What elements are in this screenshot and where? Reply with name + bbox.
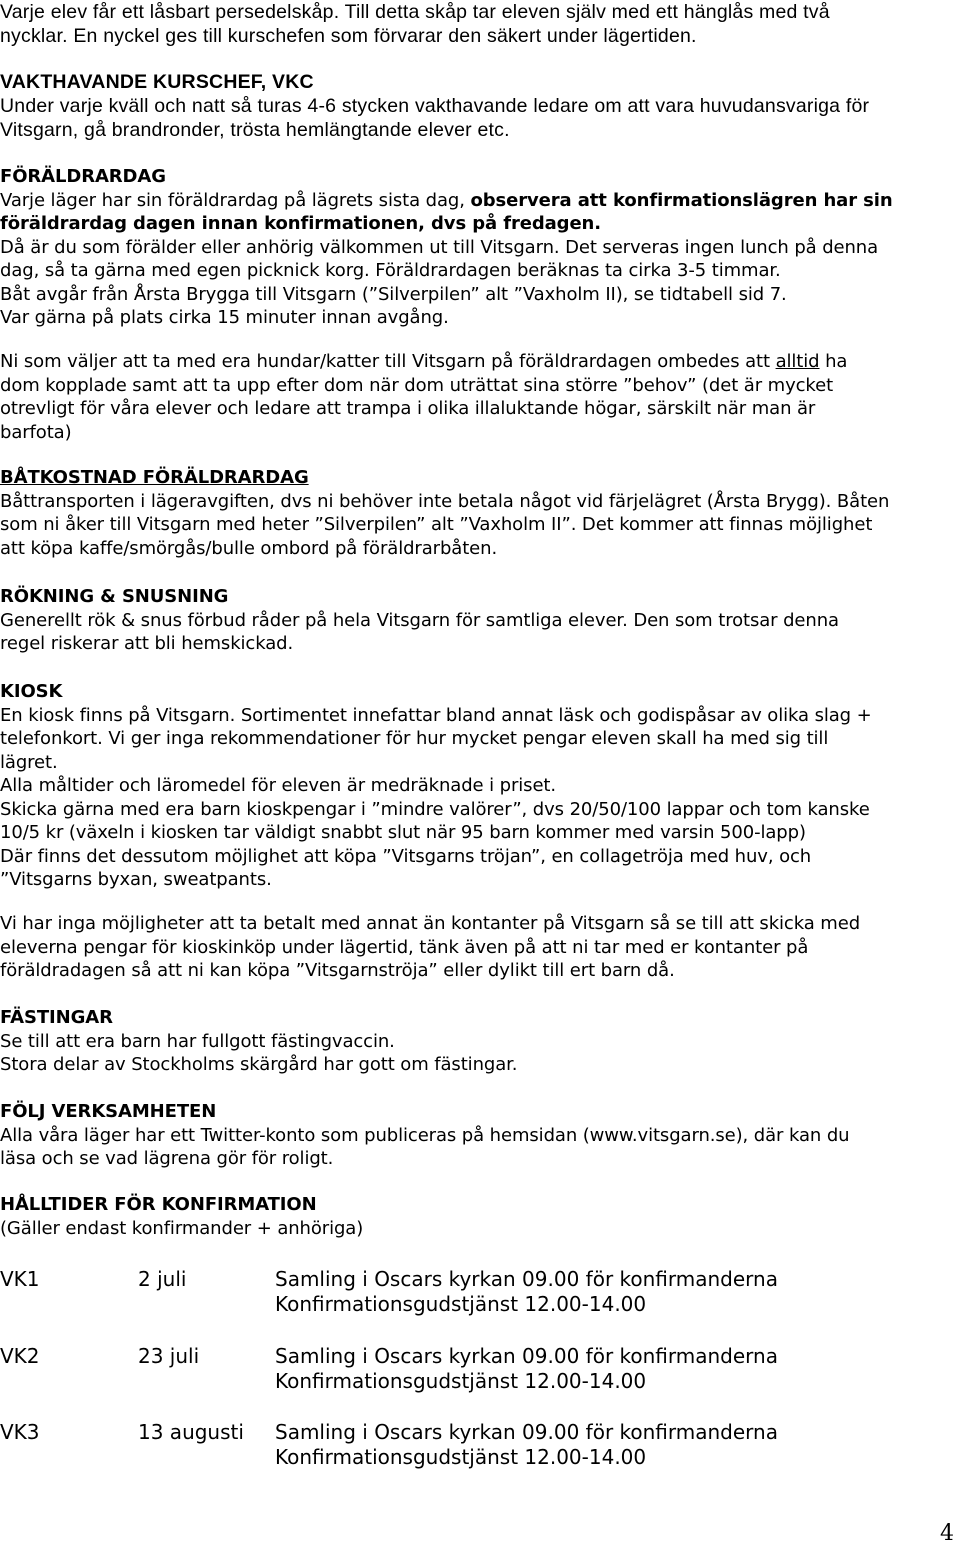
text-line: Vitsgarn, gå brandronder, trösta hemlängtande elever etc. bbox=[0, 119, 510, 141]
text-line: Alla våra läger har ett Twitter-konto som publiceras på hemsidan (www.vitsgarn.se), där kan du bbox=[0, 1124, 850, 1146]
text-line: att köpa kaffe/smörgås/bulle ombord på föräldrarbåten. bbox=[0, 537, 498, 559]
text-line: Under varje kväll och natt så turas 4-6 stycken vakthavande ledare om att vara huvudansvariga för bbox=[0, 95, 870, 117]
text-line bbox=[0, 350, 958, 374]
text-line: Generellt rök & snus förbud råder på hela Vitsgarn för samtliga elever. Den som trotsar denna bbox=[0, 609, 839, 631]
schedule-line: Konfirmationsgudstjänst 12.00-14.00 bbox=[275, 1445, 647, 1469]
schedule-line: Konfirmationsgudstjänst 12.00-14.00 bbox=[275, 1292, 647, 1316]
schedule-line: Samling i Oscars kyrkan 09.00 för konfirmanderna bbox=[275, 1344, 778, 1368]
schedule-date: 23 juli bbox=[138, 1344, 200, 1368]
section-batkostnad bbox=[0, 466, 958, 560]
schedule-code: VK3 bbox=[0, 1420, 40, 1444]
section-heading: BÅTKOSTNAD FÖRÄLDRARDAG bbox=[0, 467, 309, 488]
section-halltider bbox=[0, 1193, 958, 1240]
text-line: 10/5 kr (växeln i kiosken tar väldigt snabbt slut när 95 barn kommer med varsin 500-lapp) bbox=[0, 822, 806, 843]
section-foraldrardag bbox=[0, 165, 958, 330]
schedule-date: 13 augusti bbox=[138, 1420, 244, 1444]
schedule-line: Samling i Oscars kyrkan 09.00 för konfirmanderna bbox=[275, 1420, 778, 1444]
section-subheading: (Gäller endast konfirmander + anhöriga) bbox=[0, 1217, 364, 1239]
text-line: Vi har inga möjligheter att ta betalt med annat än kontanter på Vitsgarn så se till att skicka med bbox=[0, 913, 861, 934]
section-heading: FÖLJ VERKSAMHETEN bbox=[0, 1101, 217, 1122]
text-span: Ni som väljer att ta med era hundar/katter till Vitsgarn på föräldrardagen ombedes att bbox=[0, 351, 776, 372]
section-heading: FÄSTINGAR bbox=[0, 1007, 113, 1028]
text-span: Varje läger har sin föräldrardag på lägrets sista dag, bbox=[0, 189, 471, 211]
text-line: Varje elev får ett låsbart persedelskåp. Till detta skåp tar eleven själv med ett hänglås med två bbox=[0, 1, 830, 23]
text-line: Båt avgår från Årsta Brygga till Vitsgarn (”Silverpilen” alt ”Vaxholm II), se tidtabell sid 7. bbox=[0, 283, 787, 305]
text-line: ”Vitsgarns byxan, sweatpants. bbox=[0, 869, 272, 890]
pets-paragraph bbox=[0, 350, 958, 444]
schedule-date: 2 juli bbox=[138, 1267, 187, 1291]
text-line: läsa och se vad lägrena gör för roligt. bbox=[0, 1148, 334, 1169]
section-kiosk bbox=[0, 680, 958, 892]
section-heading: VAKTHAVANDE KURSCHEF, VKC bbox=[0, 71, 314, 93]
text-line: Då är du som förälder eller anhörig välkommen ut till Vitsgarn. Det serveras ingen lunch på denna bbox=[0, 236, 879, 258]
text-line bbox=[0, 189, 958, 213]
locker-paragraph bbox=[0, 0, 958, 48]
text-line: En kiosk finns på Vitsgarn. Sortimentet innefattar bland annat läsk och godispåsar av olika slag + bbox=[0, 704, 872, 726]
text-line: Se till att era barn har fullgott fästingvaccin. bbox=[0, 1030, 395, 1052]
text-line: nycklar. En nyckel ges till kurschefen som förvarar den säkert under lägertiden. bbox=[0, 25, 697, 47]
section-heading: RÖKNING & SNUSNING bbox=[0, 586, 229, 607]
text-line: barfota) bbox=[0, 421, 72, 443]
text-line: Skicka gärna med era barn kioskpengar i ”mindre valörer”, dvs 20/50/100 lappar och tom kanske bbox=[0, 798, 870, 820]
text-line: föräldrardag dagen innan konfirmationen, dvs på fredagen. bbox=[0, 213, 602, 234]
text-line: Stora delar av Stockholms skärgård har gott om fästingar. bbox=[0, 1054, 518, 1075]
schedule-code: VK2 bbox=[0, 1344, 40, 1368]
text-span: ha bbox=[819, 351, 848, 372]
section-rokning bbox=[0, 585, 958, 656]
section-folj bbox=[0, 1100, 958, 1171]
text-line: regel riskerar att bli hemskickad. bbox=[0, 633, 294, 654]
text-line: Båttransporten i lägeravgiften, dvs ni behöver inte betala något vid färjelägret (Årsta Brygg). Båten bbox=[0, 490, 890, 512]
text-line: som ni åker till Vitsgarn med heter ”Silverpilen” alt ”Vaxholm II”. Det kommer att finnas möjlighet bbox=[0, 514, 873, 535]
schedule-code: VK1 bbox=[0, 1267, 40, 1291]
cash-paragraph bbox=[0, 912, 958, 983]
text-span-underlined: alltid bbox=[775, 351, 820, 372]
text-line: Alla måltider och läromedel för eleven är medräknade i priset. bbox=[0, 775, 556, 796]
text-line: lägret. bbox=[0, 751, 58, 773]
text-line: Där finns det dessutom möjlighet att köpa ”Vitsgarns tröjan”, en collagetröja med huv, och bbox=[0, 845, 812, 867]
section-fastingar bbox=[0, 1006, 958, 1077]
text-line: telefonkort. Vi ger inga rekommendationer för hur mycket pengar eleven skall ha med sig till bbox=[0, 728, 829, 749]
text-line: otrevligt för våra elever och ledare att trampa i olika illaluktande högar, särskilt när man är bbox=[0, 398, 816, 419]
text-line: eleverna pengar för kioskinköp under lägertid, tänk även på att ni tar med er kontanter på bbox=[0, 936, 809, 958]
section-heading: HÅLLTIDER FÖR KONFIRMATION bbox=[0, 1194, 317, 1215]
text-line: Var gärna på plats cirka 15 minuter innan avgång. bbox=[0, 307, 449, 328]
section-heading: KIOSK bbox=[0, 681, 63, 702]
schedule-line: Samling i Oscars kyrkan 09.00 för konfirmanderna bbox=[275, 1267, 778, 1291]
text-span-bold: observera att konfirmationslägren har sin bbox=[470, 189, 893, 211]
text-line: föräldradagen så att ni kan köpa ”Vitsgarnströja” eller dylikt till ert barn då. bbox=[0, 960, 675, 981]
page-number: 4 bbox=[940, 1521, 954, 1546]
section-heading: FÖRÄLDRARDAG bbox=[0, 166, 166, 187]
schedule-line: Konfirmationsgudstjänst 12.00-14.00 bbox=[275, 1369, 647, 1393]
section-vakthavande bbox=[0, 70, 958, 142]
text-line: dom kopplade samt att ta upp efter dom när dom uträttat sina större ”behov” (det är mycket bbox=[0, 374, 834, 396]
text-line: dag, så ta gärna med egen picknick korg. Föräldrardagen beräknas ta cirka 3-5 timmar. bbox=[0, 260, 781, 281]
